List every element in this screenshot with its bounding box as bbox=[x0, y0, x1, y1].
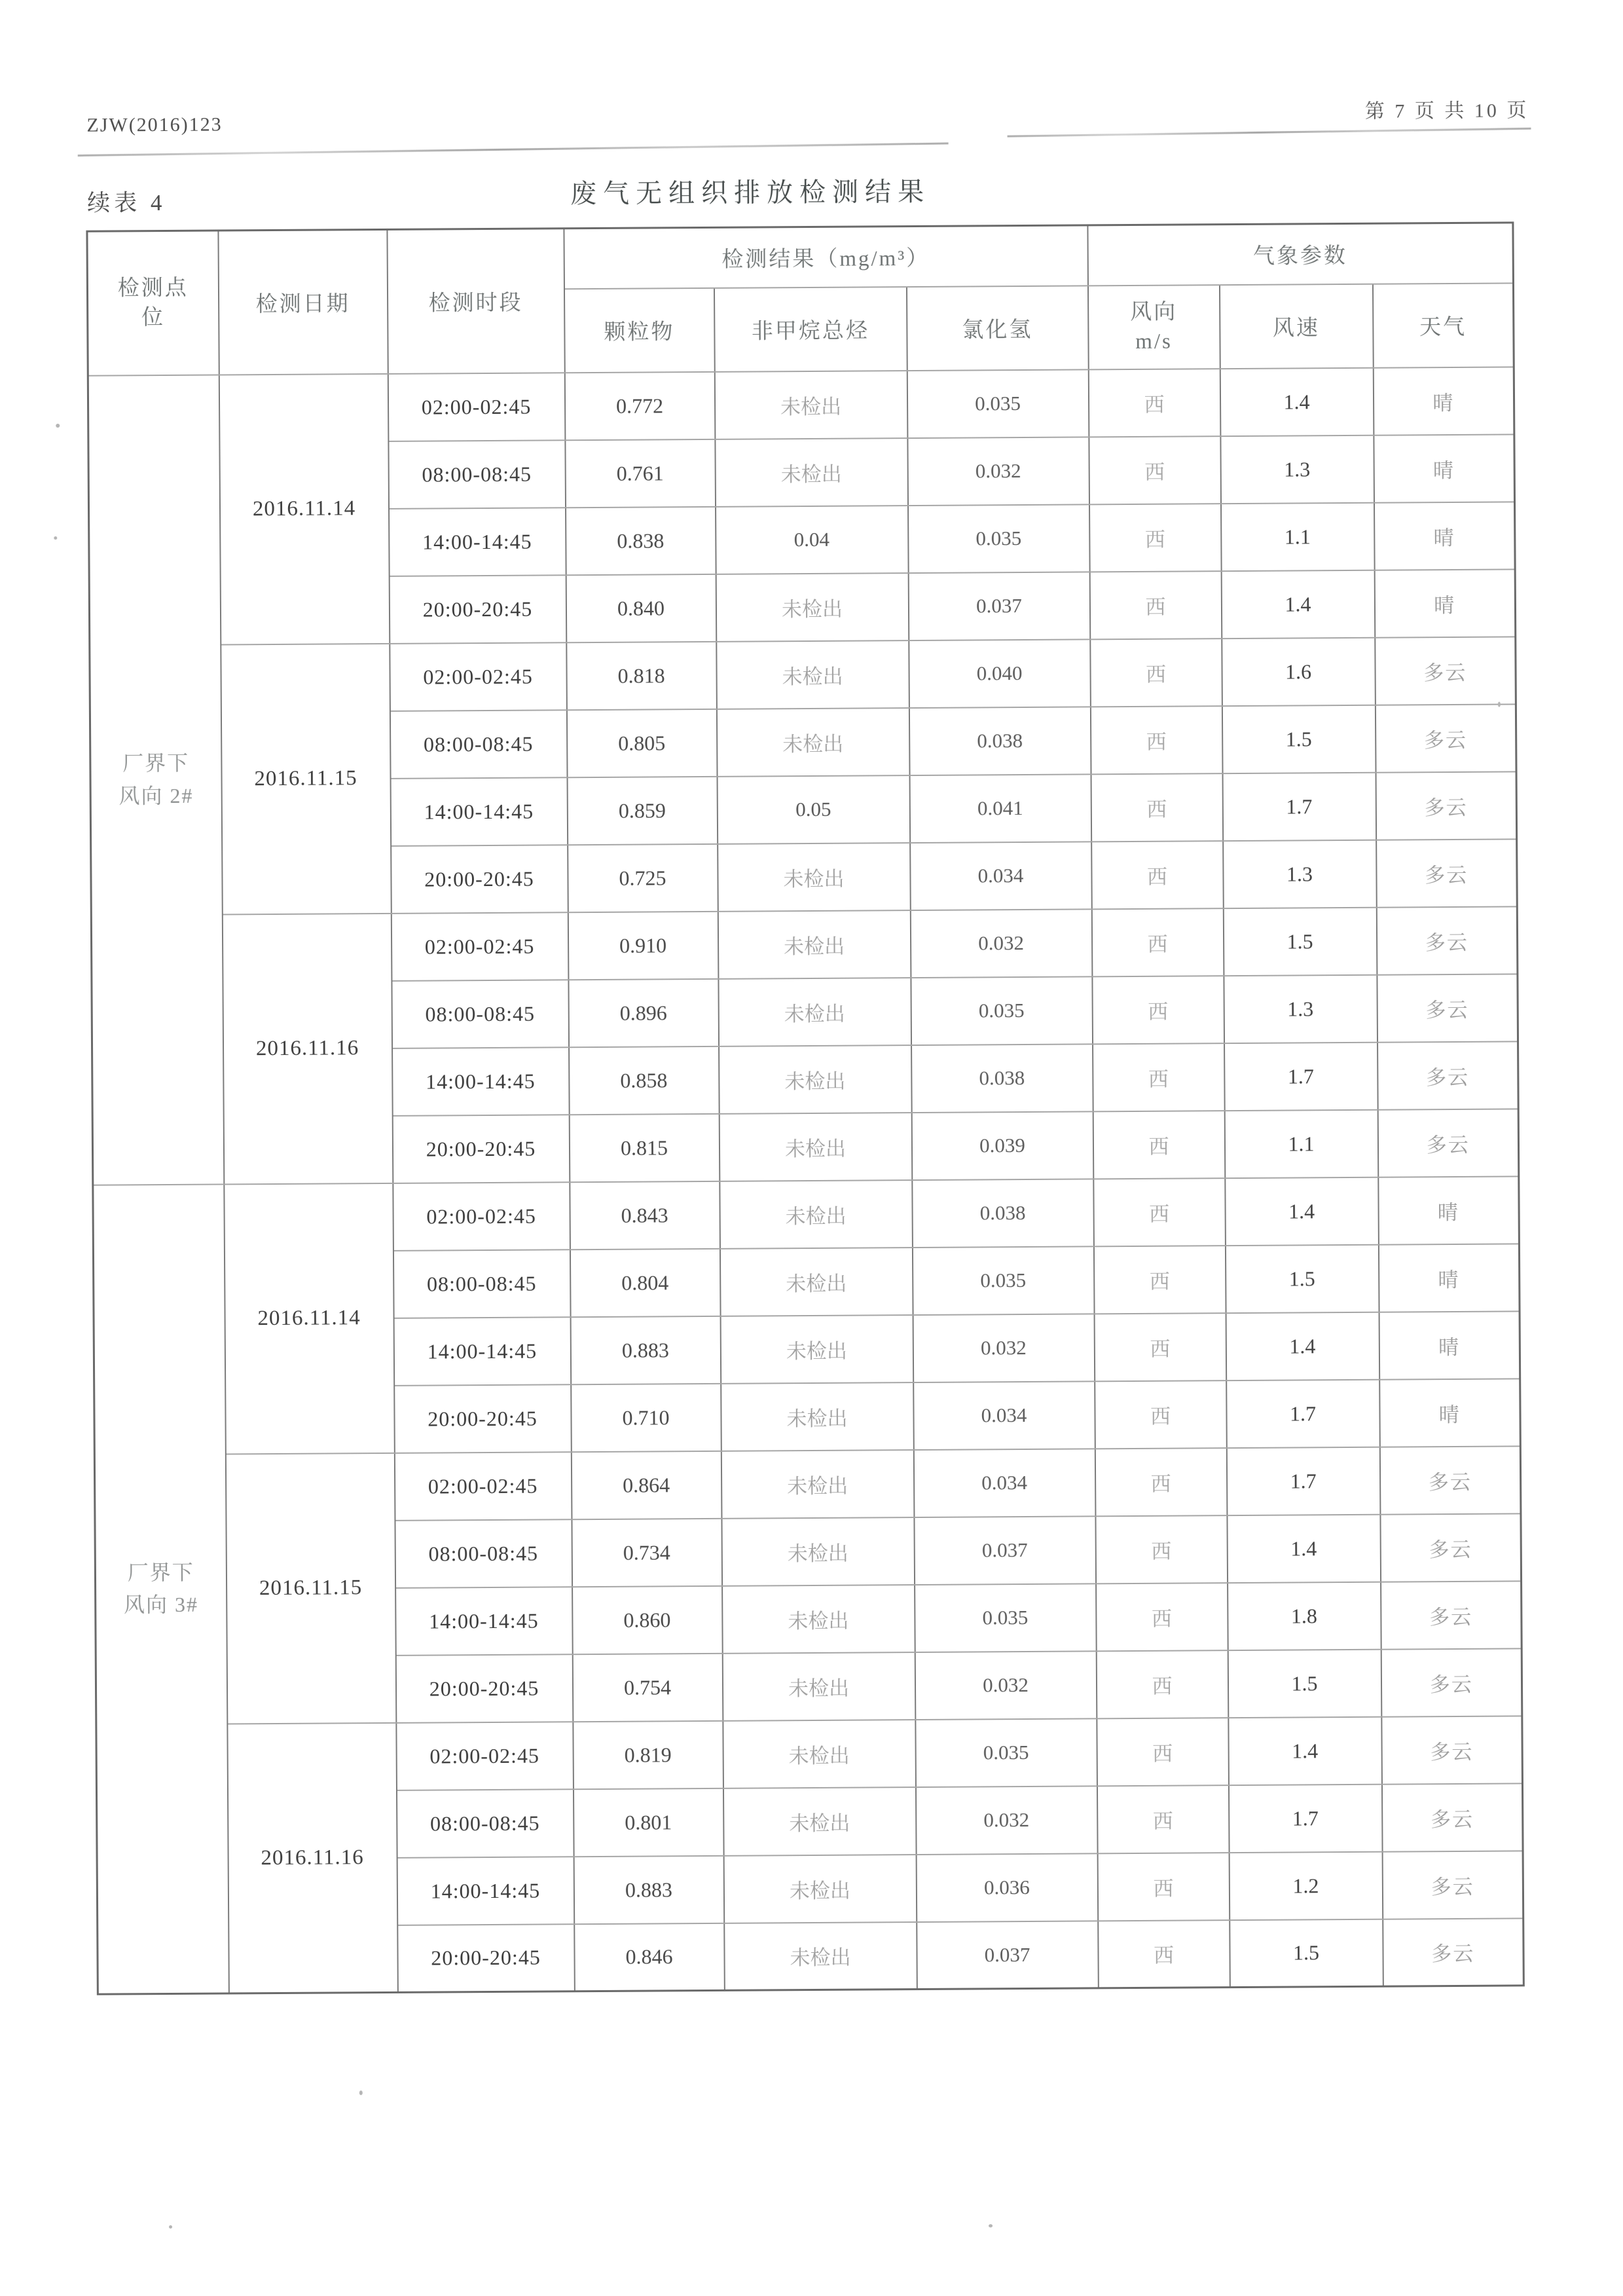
header-wind-speed: 风速 bbox=[1219, 284, 1373, 368]
cell-wind-speed: 1.4 bbox=[1226, 1312, 1379, 1380]
cell-wind-speed: 1.7 bbox=[1222, 772, 1376, 840]
header-hcl: 氯化氢 bbox=[906, 286, 1088, 371]
cell-weather: 多云 bbox=[1376, 771, 1517, 840]
cell-hcl: 0.032 bbox=[907, 437, 1089, 506]
cell-wind-speed: 1.3 bbox=[1220, 435, 1374, 503]
cell-wind-direction: 西 bbox=[1096, 1650, 1228, 1718]
cell-particulate: 0.840 bbox=[566, 574, 716, 642]
cell-time: 20:00-20:45 bbox=[392, 1115, 570, 1183]
scan-speck bbox=[169, 2225, 172, 2229]
cell-particulate: 0.864 bbox=[571, 1451, 721, 1519]
document-number: ZJW(2016)123 bbox=[86, 113, 223, 136]
cell-time: 20:00-20:45 bbox=[391, 845, 568, 914]
cell-particulate: 0.910 bbox=[568, 911, 718, 979]
cell-monitoring-point: 厂界下 风向 3# bbox=[93, 1184, 229, 1994]
cell-nmhc: 未检出 bbox=[716, 708, 909, 777]
scan-speck bbox=[56, 424, 60, 428]
cell-weather: 多云 bbox=[1382, 1851, 1523, 1919]
page-info-underline bbox=[1008, 128, 1531, 138]
cell-time: 08:00-08:45 bbox=[392, 980, 569, 1048]
cell-nmhc: 未检出 bbox=[718, 978, 911, 1046]
cell-nmhc: 0.04 bbox=[716, 506, 909, 574]
cell-time: 02:00-02:45 bbox=[394, 1452, 572, 1521]
cell-wind-direction: 西 bbox=[1090, 706, 1222, 774]
cell-particulate: 0.896 bbox=[568, 978, 719, 1046]
cell-weather: 多云 bbox=[1381, 1783, 1523, 1851]
cell-weather: 多云 bbox=[1377, 1109, 1519, 1177]
page-number-info: 第 7 页 共 10 页 bbox=[1364, 100, 1529, 122]
cell-time: 08:00-08:45 bbox=[388, 440, 566, 509]
cell-date: 2016.11.16 bbox=[227, 1722, 398, 1993]
cell-date: 2016.11.14 bbox=[224, 1183, 395, 1454]
cell-nmhc: 未检出 bbox=[714, 371, 907, 439]
scan-speck bbox=[359, 2090, 363, 2095]
cell-weather: 多云 bbox=[1381, 1648, 1522, 1716]
cell-weather: 多云 bbox=[1377, 1041, 1519, 1109]
cell-hcl: 0.035 bbox=[915, 1583, 1097, 1652]
cell-wind-direction: 西 bbox=[1095, 1515, 1228, 1583]
cell-wind-speed: 1.4 bbox=[1225, 1177, 1379, 1245]
cell-nmhc: 未检出 bbox=[720, 1180, 913, 1249]
cell-hcl: 0.032 bbox=[915, 1651, 1097, 1720]
cell-date: 2016.11.16 bbox=[222, 913, 393, 1184]
cell-wind-speed: 1.5 bbox=[1230, 1919, 1383, 1987]
header-result-group: 检测结果（mg/m³） bbox=[564, 225, 1088, 289]
cell-particulate: 0.734 bbox=[572, 1518, 722, 1586]
cell-wind-speed: 1.4 bbox=[1227, 1514, 1381, 1582]
cell-wind-direction: 西 bbox=[1092, 976, 1224, 1044]
cell-wind-speed: 1.8 bbox=[1228, 1582, 1381, 1650]
cell-date: 2016.11.15 bbox=[225, 1453, 396, 1724]
cell-particulate: 0.805 bbox=[566, 709, 717, 777]
cell-wind-speed: 1.1 bbox=[1221, 502, 1375, 570]
table-row bbox=[94, 1446, 1521, 1522]
cell-hcl: 0.034 bbox=[910, 842, 1092, 910]
cell-wind-direction: 西 bbox=[1095, 1448, 1227, 1516]
cell-weather: 晴 bbox=[1378, 1244, 1520, 1312]
cell-weather: 多云 bbox=[1376, 906, 1518, 974]
cell-weather: 晴 bbox=[1379, 1311, 1520, 1379]
header-nmhc: 非甲烷总烃 bbox=[714, 287, 907, 372]
cell-monitoring-point: 厂界下 风向 2# bbox=[88, 375, 224, 1185]
cell-particulate: 0.838 bbox=[566, 506, 716, 574]
cell-weather: 晴 bbox=[1374, 569, 1516, 637]
cell-wind-speed: 1.7 bbox=[1226, 1447, 1380, 1515]
cell-time: 08:00-08:45 bbox=[390, 710, 567, 779]
cell-time: 20:00-20:45 bbox=[394, 1384, 572, 1453]
cell-time: 14:00-14:45 bbox=[390, 777, 568, 846]
cell-wind-speed: 1.4 bbox=[1220, 367, 1374, 435]
cell-wind-direction: 西 bbox=[1093, 1111, 1225, 1179]
header-particulate: 颗粒物 bbox=[564, 287, 714, 372]
cell-nmhc: 未检出 bbox=[720, 1248, 913, 1316]
cell-nmhc: 未检出 bbox=[720, 1315, 913, 1384]
cell-time: 02:00-02:45 bbox=[388, 373, 565, 441]
cell-time: 02:00-02:45 bbox=[396, 1722, 574, 1790]
cell-hcl: 0.040 bbox=[909, 639, 1091, 708]
cell-nmhc: 未检出 bbox=[724, 1922, 917, 1991]
cell-time: 02:00-02:45 bbox=[390, 642, 567, 711]
cell-particulate: 0.815 bbox=[569, 1113, 720, 1181]
cell-hcl: 0.038 bbox=[909, 707, 1091, 775]
cell-time: 14:00-14:45 bbox=[389, 508, 566, 576]
cell-weather: 多云 bbox=[1377, 974, 1518, 1042]
cell-wind-speed: 1.3 bbox=[1224, 974, 1377, 1043]
cell-wind-speed: 1.5 bbox=[1225, 1244, 1379, 1312]
cell-nmhc: 未检出 bbox=[723, 1787, 916, 1856]
header-wind-direction: 风向 m/s bbox=[1087, 285, 1220, 369]
cell-wind-speed: 1.2 bbox=[1229, 1851, 1383, 1919]
cell-particulate: 0.754 bbox=[572, 1653, 723, 1721]
cell-weather: 多云 bbox=[1383, 1918, 1524, 1986]
table-header-row-groups bbox=[87, 223, 1514, 291]
cell-particulate: 0.883 bbox=[570, 1316, 721, 1384]
cell-wind-speed: 1.4 bbox=[1228, 1716, 1382, 1785]
cell-wind-direction: 西 bbox=[1097, 1853, 1230, 1921]
cell-weather: 多云 bbox=[1380, 1513, 1522, 1582]
cell-wind-speed: 1.7 bbox=[1226, 1379, 1380, 1447]
cell-particulate: 0.818 bbox=[566, 641, 717, 709]
cell-hcl: 0.038 bbox=[912, 1179, 1094, 1248]
cell-wind-direction: 西 bbox=[1097, 1718, 1229, 1786]
cell-time: 08:00-08:45 bbox=[396, 1789, 574, 1858]
header-date: 检测日期 bbox=[218, 229, 388, 375]
cell-wind-direction: 西 bbox=[1089, 504, 1222, 572]
cell-date: 2016.11.14 bbox=[219, 373, 390, 644]
cell-wind-direction: 西 bbox=[1089, 436, 1221, 504]
cell-weather: 晴 bbox=[1374, 502, 1516, 570]
cell-wind-direction: 西 bbox=[1098, 1920, 1230, 1988]
cell-particulate: 0.772 bbox=[564, 371, 715, 439]
doc-number-underline bbox=[78, 142, 949, 157]
cell-nmhc: 未检出 bbox=[718, 910, 911, 979]
cell-hcl: 0.035 bbox=[911, 976, 1093, 1045]
cell-wind-direction: 西 bbox=[1094, 1313, 1226, 1381]
cell-weather: 多云 bbox=[1381, 1581, 1522, 1649]
cell-wind-speed: 1.5 bbox=[1228, 1649, 1381, 1717]
continued-table-label: 续表 4 bbox=[87, 189, 166, 216]
cell-time: 14:00-14:45 bbox=[395, 1587, 573, 1656]
cell-time: 20:00-20:45 bbox=[395, 1654, 573, 1723]
cell-wind-speed: 1.5 bbox=[1223, 907, 1377, 975]
cell-wind-direction: 西 bbox=[1090, 639, 1222, 707]
cell-weather: 多云 bbox=[1375, 704, 1516, 772]
cell-particulate: 0.846 bbox=[574, 1923, 725, 1991]
cell-hcl: 0.032 bbox=[910, 909, 1092, 978]
cell-particulate: 0.843 bbox=[570, 1181, 720, 1249]
scan-speck bbox=[54, 536, 57, 540]
cell-wind-speed: 1.7 bbox=[1228, 1784, 1382, 1852]
cell-time: 02:00-02:45 bbox=[393, 1182, 570, 1251]
cell-particulate: 0.860 bbox=[572, 1585, 723, 1654]
cell-wind-direction: 西 bbox=[1097, 1785, 1229, 1853]
scan-speck bbox=[989, 2224, 993, 2227]
cell-wind-speed: 1.1 bbox=[1224, 1109, 1378, 1177]
cell-wind-direction: 西 bbox=[1088, 369, 1220, 437]
cell-hcl: 0.041 bbox=[909, 774, 1091, 843]
table-row bbox=[93, 1176, 1520, 1252]
cell-weather: 晴 bbox=[1374, 434, 1515, 502]
cell-weather: 多云 bbox=[1381, 1716, 1523, 1784]
cell-hcl: 0.037 bbox=[917, 1921, 1099, 1990]
cell-nmhc: 未检出 bbox=[716, 640, 909, 709]
cell-particulate: 0.804 bbox=[570, 1248, 720, 1316]
cell-wind-direction: 西 bbox=[1093, 1043, 1225, 1111]
cell-weather: 晴 bbox=[1378, 1176, 1520, 1244]
cell-time: 14:00-14:45 bbox=[392, 1047, 570, 1116]
cell-particulate: 0.710 bbox=[571, 1383, 721, 1451]
table-row bbox=[91, 906, 1518, 982]
cell-nmhc: 0.05 bbox=[717, 775, 910, 844]
cell-wind-speed: 1.3 bbox=[1223, 840, 1377, 908]
cell-hcl: 0.038 bbox=[911, 1044, 1093, 1113]
cell-nmhc: 未检出 bbox=[722, 1652, 915, 1721]
cell-nmhc: 未检出 bbox=[723, 1720, 916, 1788]
table-row bbox=[90, 637, 1516, 713]
cell-particulate: 0.761 bbox=[565, 439, 716, 507]
cell-time: 08:00-08:45 bbox=[395, 1519, 572, 1588]
header-period: 检测时段 bbox=[387, 229, 564, 374]
cell-weather: 多云 bbox=[1375, 637, 1516, 705]
cell-weather: 晴 bbox=[1379, 1379, 1521, 1447]
cell-particulate: 0.725 bbox=[568, 843, 718, 912]
cell-wind-direction: 西 bbox=[1096, 1583, 1228, 1651]
cell-nmhc: 未检出 bbox=[722, 1585, 915, 1654]
cell-wind-speed: 1.6 bbox=[1222, 637, 1376, 705]
cell-time: 20:00-20:45 bbox=[389, 575, 566, 644]
cell-time: 08:00-08:45 bbox=[393, 1250, 570, 1318]
cell-particulate: 0.819 bbox=[573, 1720, 723, 1788]
cell-weather: 晴 bbox=[1373, 367, 1514, 435]
cell-hcl: 0.039 bbox=[911, 1111, 1093, 1180]
cell-particulate: 0.801 bbox=[573, 1788, 723, 1856]
cell-particulate: 0.859 bbox=[567, 776, 718, 844]
cell-nmhc: 未检出 bbox=[716, 573, 909, 642]
cell-date: 2016.11.15 bbox=[221, 643, 392, 914]
cell-hcl: 0.035 bbox=[912, 1246, 1094, 1315]
cell-weather: 多云 bbox=[1376, 839, 1518, 907]
cell-wind-speed: 1.7 bbox=[1224, 1042, 1378, 1110]
cell-nmhc: 未检出 bbox=[715, 438, 908, 507]
scan-speck bbox=[1498, 702, 1501, 707]
cell-hcl: 0.035 bbox=[915, 1718, 1097, 1787]
cell-wind-direction: 西 bbox=[1089, 571, 1222, 639]
header-weather-group: 气象参数 bbox=[1087, 223, 1514, 286]
cell-hcl: 0.035 bbox=[908, 504, 1090, 573]
cell-weather: 多云 bbox=[1379, 1446, 1521, 1514]
cell-time: 14:00-14:45 bbox=[397, 1857, 574, 1925]
cell-particulate: 0.858 bbox=[569, 1046, 720, 1114]
page-title: 废气无组织排放检测结果 bbox=[570, 176, 931, 209]
table-row bbox=[96, 1716, 1523, 1792]
cell-time: 02:00-02:45 bbox=[391, 912, 568, 981]
cell-wind-direction: 西 bbox=[1095, 1380, 1227, 1449]
table-row bbox=[88, 367, 1514, 443]
cell-time: 14:00-14:45 bbox=[393, 1317, 571, 1386]
cell-particulate: 0.883 bbox=[574, 1855, 724, 1923]
cell-nmhc: 未检出 bbox=[719, 1113, 912, 1181]
header-point: 检测点 位 bbox=[87, 231, 219, 375]
cell-nmhc: 未检出 bbox=[723, 1855, 917, 1923]
cell-nmhc: 未检出 bbox=[721, 1450, 914, 1519]
cell-hcl: 0.032 bbox=[913, 1314, 1095, 1382]
cell-hcl: 0.035 bbox=[907, 369, 1089, 438]
cell-wind-direction: 西 bbox=[1091, 908, 1224, 976]
monitoring-results-table bbox=[86, 221, 1524, 1995]
cell-nmhc: 未检出 bbox=[721, 1517, 915, 1586]
cell-wind-direction: 西 bbox=[1091, 773, 1223, 842]
cell-wind-speed: 1.5 bbox=[1222, 705, 1376, 773]
cell-nmhc: 未检出 bbox=[719, 1045, 912, 1114]
cell-hcl: 0.034 bbox=[913, 1381, 1095, 1450]
cell-wind-direction: 西 bbox=[1093, 1246, 1226, 1314]
cell-hcl: 0.037 bbox=[914, 1516, 1096, 1585]
cell-time: 20:00-20:45 bbox=[397, 1924, 575, 1993]
cell-hcl: 0.032 bbox=[915, 1786, 1097, 1855]
cell-wind-direction: 西 bbox=[1093, 1178, 1226, 1246]
cell-wind-speed: 1.4 bbox=[1221, 570, 1375, 638]
cell-hcl: 0.036 bbox=[916, 1853, 1098, 1922]
header-weather: 天气 bbox=[1372, 283, 1514, 367]
cell-nmhc: 未检出 bbox=[718, 843, 911, 912]
cell-hcl: 0.037 bbox=[908, 572, 1090, 640]
cell-wind-direction: 西 bbox=[1091, 841, 1224, 909]
cell-hcl: 0.034 bbox=[913, 1449, 1095, 1517]
cell-nmhc: 未检出 bbox=[721, 1382, 914, 1451]
